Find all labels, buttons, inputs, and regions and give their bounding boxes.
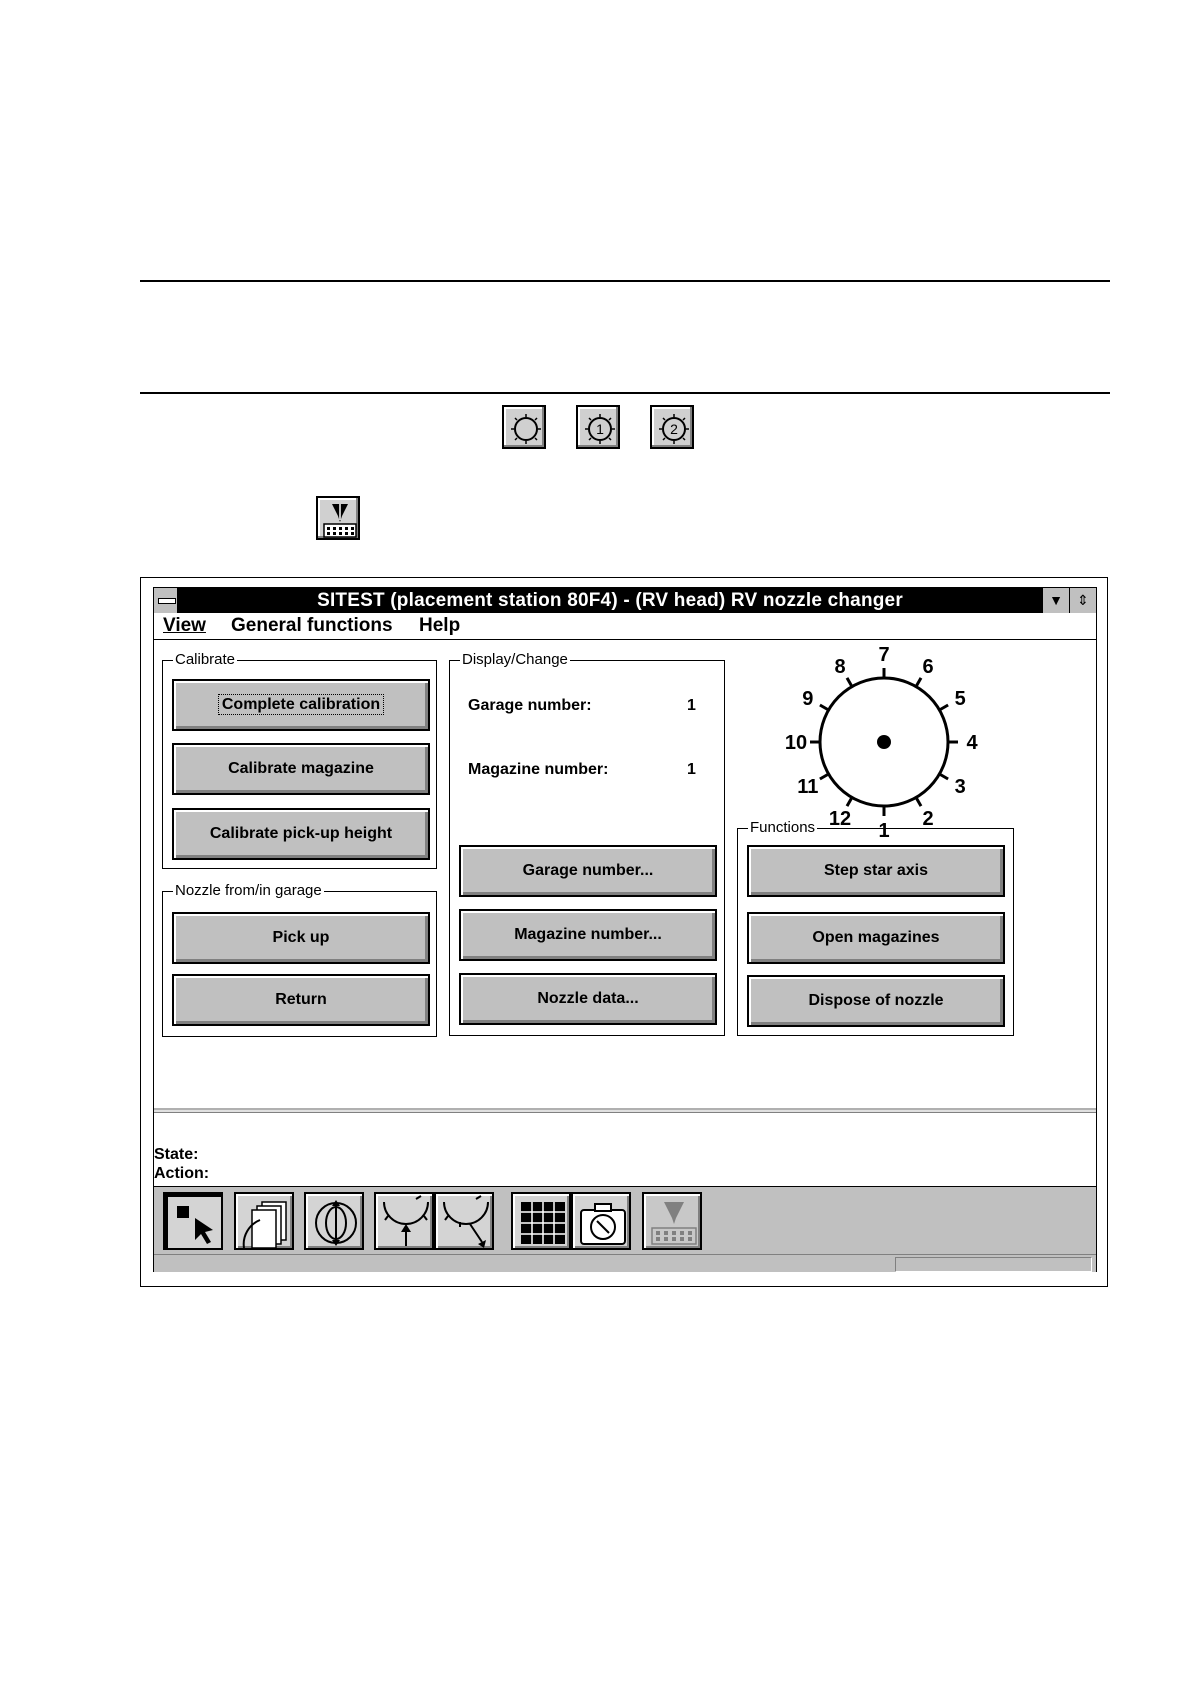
dial-tick bbox=[916, 797, 921, 806]
dial-label: 1 bbox=[878, 820, 890, 840]
title-bar bbox=[154, 588, 1096, 613]
calibrate-group-label: Calibrate bbox=[175, 651, 236, 668]
grid-icon[interactable] bbox=[511, 1192, 571, 1250]
camera-icon[interactable] bbox=[571, 1192, 631, 1250]
svg-text:1: 1 bbox=[596, 421, 604, 437]
dial-label: 11 bbox=[797, 776, 819, 798]
dispose-of-nozzle-button[interactable]: Dispose of nozzle bbox=[747, 975, 1005, 1027]
open-magazines-button[interactable]: Open magazines bbox=[747, 912, 1005, 964]
menu-bar bbox=[154, 613, 1096, 640]
nozzle-garage-group-label: Nozzle from/in garage bbox=[175, 882, 322, 899]
menu-general-functions[interactable]: General functions bbox=[231, 615, 393, 636]
functions-group-label: Functions bbox=[750, 819, 816, 836]
calibrate-magazine-button[interactable]: Calibrate magazine bbox=[172, 743, 430, 795]
star-icon bbox=[502, 405, 546, 449]
dial-tick bbox=[820, 774, 829, 779]
star-1-icon bbox=[576, 405, 620, 449]
dial-label: 2 bbox=[922, 808, 934, 831]
star-axis-dial bbox=[774, 640, 994, 840]
status-pane bbox=[895, 1257, 1092, 1272]
system-menu-button[interactable] bbox=[154, 588, 178, 613]
restore-button[interactable]: ⇕ bbox=[1069, 588, 1096, 613]
display-change-group-label: Display/Change bbox=[462, 651, 568, 668]
magazine-stack-icon[interactable] bbox=[234, 1192, 294, 1250]
calibrate-group bbox=[162, 651, 437, 869]
dial-tick bbox=[916, 678, 921, 687]
dial-label: 10 bbox=[784, 732, 808, 754]
window-title: SITEST (placement station 80F4) - (RV head) RV nozzle changer bbox=[317, 590, 903, 611]
garage-number-button[interactable]: Garage number... bbox=[459, 845, 717, 897]
nozzle-garage-group bbox=[162, 882, 437, 1037]
dial-tick bbox=[847, 678, 852, 687]
status-bar bbox=[154, 1254, 1096, 1272]
toolbar bbox=[154, 1186, 1096, 1254]
nozzle-data-button[interactable]: Nozzle data... bbox=[459, 973, 717, 1025]
menu-help[interactable]: Help bbox=[419, 615, 461, 636]
dial-label: 9 bbox=[802, 688, 814, 710]
nozzle-changer-icon bbox=[316, 496, 360, 540]
minimize-button[interactable]: ▼ bbox=[1042, 588, 1069, 613]
select-pointer-icon[interactable] bbox=[163, 1192, 223, 1250]
dial-tick bbox=[939, 705, 948, 710]
dial-label: 6 bbox=[922, 655, 934, 678]
action-label: Action: bbox=[154, 1165, 210, 1182]
complete-calibration-label: Complete calibration bbox=[218, 694, 384, 715]
garage-number-label: Garage number: bbox=[468, 697, 592, 714]
dial-label: 3 bbox=[954, 776, 966, 798]
menu-view[interactable]: View bbox=[163, 615, 206, 636]
magazine-number-label: Magazine number: bbox=[468, 761, 609, 778]
separator bbox=[154, 1108, 1096, 1113]
dial-tick bbox=[820, 705, 829, 710]
dial-label: 4 bbox=[966, 732, 978, 754]
dial-tick bbox=[939, 774, 948, 779]
rotate-head-icon[interactable] bbox=[304, 1192, 364, 1250]
star-place-icon[interactable] bbox=[434, 1192, 494, 1250]
pick-up-button[interactable]: Pick up bbox=[172, 912, 430, 964]
display-change-group bbox=[449, 651, 725, 1036]
magazine-number-value: 1 bbox=[687, 761, 696, 778]
dial-label: 12 bbox=[828, 808, 852, 831]
complete-calibration-button[interactable] bbox=[172, 679, 430, 731]
return-button[interactable]: Return bbox=[172, 974, 430, 1026]
calibrate-pickup-height-button[interactable]: Calibrate pick-up height bbox=[172, 808, 430, 860]
dial-tick bbox=[847, 797, 852, 806]
svg-text:2: 2 bbox=[670, 421, 678, 437]
dial-label: 8 bbox=[834, 655, 846, 678]
app-window bbox=[153, 587, 1097, 1272]
magazine-number-button[interactable]: Magazine number... bbox=[459, 909, 717, 961]
star-2-icon bbox=[650, 405, 694, 449]
nozzle-changer-tool-icon[interactable] bbox=[642, 1192, 702, 1250]
second-rule bbox=[140, 392, 1110, 394]
dial-label: 5 bbox=[954, 688, 966, 710]
state-label: State: bbox=[154, 1146, 199, 1163]
top-rule bbox=[140, 280, 1110, 282]
step-star-axis-button[interactable]: Step star axis bbox=[747, 845, 1005, 897]
dial-label: 7 bbox=[878, 644, 890, 666]
star-pickup-icon[interactable] bbox=[374, 1192, 434, 1250]
garage-number-value: 1 bbox=[687, 697, 696, 714]
